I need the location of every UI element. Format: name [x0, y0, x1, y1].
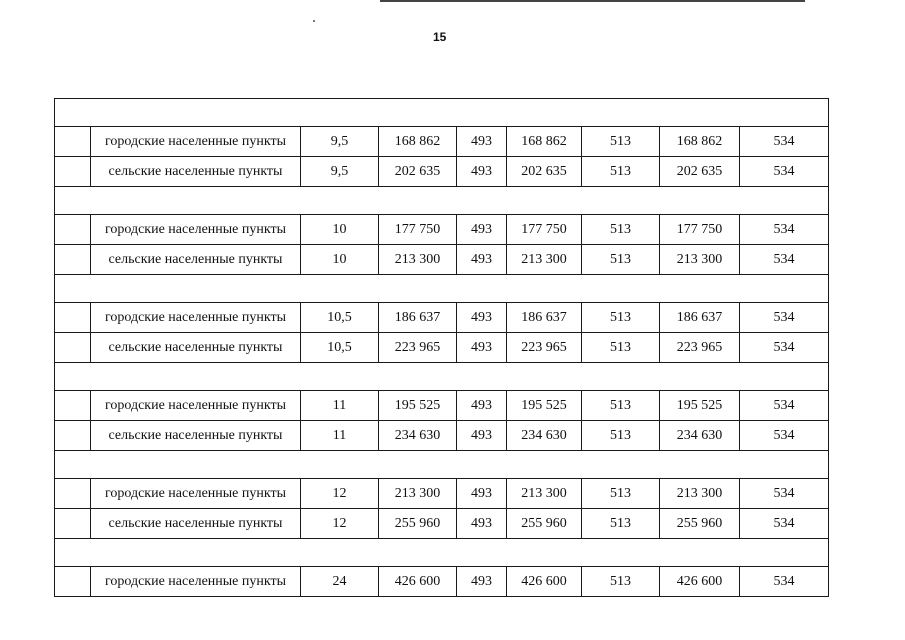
group-separator-row — [55, 99, 829, 127]
value-cell-v2: 426 600 — [507, 567, 582, 597]
table-row — [55, 421, 829, 451]
scan-speck — [313, 20, 315, 22]
group-separator-cell — [55, 539, 829, 567]
value-cell-n2: 513 — [582, 245, 660, 275]
value-cell-n1: 493 — [457, 245, 507, 275]
value-cell-n3: 534 — [740, 245, 829, 275]
value-cell-coef: 10 — [301, 215, 379, 245]
value-cell-n2: 513 — [582, 479, 660, 509]
value-cell-v3: 213 300 — [660, 479, 740, 509]
value-cell-v3: 177 750 — [660, 215, 740, 245]
value-cell-n2: 513 — [582, 157, 660, 187]
group-separator-row — [55, 275, 829, 303]
value-cell-n2: 513 — [582, 215, 660, 245]
value-cell-v1: 202 635 — [379, 157, 457, 187]
table-row — [55, 303, 829, 333]
page-number: 15 — [433, 30, 447, 44]
value-cell-n2: 513 — [582, 509, 660, 539]
value-cell-coef: 10,5 — [301, 303, 379, 333]
value-cell-v1: 234 630 — [379, 421, 457, 451]
value-cell-n2: 513 — [582, 567, 660, 597]
group-separator-row — [55, 451, 829, 479]
value-cell-n1: 493 — [457, 567, 507, 597]
group-separator-cell — [55, 99, 829, 127]
value-cell-n3: 534 — [740, 391, 829, 421]
group-separator-row — [55, 363, 829, 391]
row-number-cell — [55, 391, 91, 421]
settlement-type-cell: городские населенные пункты — [91, 567, 301, 597]
row-number-cell — [55, 303, 91, 333]
value-cell-n2: 513 — [582, 127, 660, 157]
value-cell-n1: 493 — [457, 215, 507, 245]
value-cell-n2: 513 — [582, 391, 660, 421]
settlement-type-cell: сельские населенные пункты — [91, 333, 301, 363]
value-cell-v3: 234 630 — [660, 421, 740, 451]
group-separator-cell — [55, 187, 829, 215]
value-cell-v1: 186 637 — [379, 303, 457, 333]
value-cell-v3: 186 637 — [660, 303, 740, 333]
value-cell-coef: 9,5 — [301, 157, 379, 187]
group-separator-row — [55, 187, 829, 215]
table-row — [55, 509, 829, 539]
value-cell-v2: 234 630 — [507, 421, 582, 451]
value-cell-n3: 534 — [740, 303, 829, 333]
value-cell-coef: 11 — [301, 421, 379, 451]
settlement-type-cell: сельские населенные пункты — [91, 421, 301, 451]
group-separator-cell — [55, 363, 829, 391]
value-cell-v1: 213 300 — [379, 479, 457, 509]
value-cell-v1: 168 862 — [379, 127, 457, 157]
value-cell-n1: 493 — [457, 391, 507, 421]
value-cell-v2: 223 965 — [507, 333, 582, 363]
value-cell-v1: 195 525 — [379, 391, 457, 421]
value-cell-n1: 493 — [457, 509, 507, 539]
table-row — [55, 127, 829, 157]
value-cell-n1: 493 — [457, 303, 507, 333]
value-cell-v1: 223 965 — [379, 333, 457, 363]
value-cell-v3: 213 300 — [660, 245, 740, 275]
value-cell-v2: 177 750 — [507, 215, 582, 245]
value-cell-v1: 426 600 — [379, 567, 457, 597]
value-cell-n3: 534 — [740, 421, 829, 451]
table-row — [55, 333, 829, 363]
value-cell-n1: 493 — [457, 479, 507, 509]
value-cell-v1: 255 960 — [379, 509, 457, 539]
value-cell-v3: 223 965 — [660, 333, 740, 363]
value-cell-coef: 12 — [301, 509, 379, 539]
table-row — [55, 479, 829, 509]
value-cell-n2: 513 — [582, 421, 660, 451]
value-cell-n1: 493 — [457, 421, 507, 451]
value-cell-coef: 11 — [301, 391, 379, 421]
group-separator-cell — [55, 451, 829, 479]
value-cell-coef: 9,5 — [301, 127, 379, 157]
value-cell-v3: 255 960 — [660, 509, 740, 539]
value-cell-v2: 168 862 — [507, 127, 582, 157]
settlement-type-cell: сельские населенные пункты — [91, 157, 301, 187]
value-cell-v3: 426 600 — [660, 567, 740, 597]
tariff-table — [54, 98, 829, 597]
row-number-cell — [55, 245, 91, 275]
settlement-type-cell: сельские населенные пункты — [91, 245, 301, 275]
value-cell-n3: 534 — [740, 479, 829, 509]
group-separator-cell — [55, 275, 829, 303]
value-cell-v2: 213 300 — [507, 245, 582, 275]
value-cell-n2: 513 — [582, 333, 660, 363]
value-cell-n3: 534 — [740, 157, 829, 187]
table-row — [55, 391, 829, 421]
value-cell-coef: 24 — [301, 567, 379, 597]
value-cell-v1: 213 300 — [379, 245, 457, 275]
value-cell-v1: 177 750 — [379, 215, 457, 245]
settlement-type-cell: городские населенные пункты — [91, 303, 301, 333]
table-row — [55, 215, 829, 245]
settlement-type-cell: сельские населенные пункты — [91, 509, 301, 539]
table-row — [55, 567, 829, 597]
value-cell-n2: 513 — [582, 303, 660, 333]
row-number-cell — [55, 567, 91, 597]
value-cell-n1: 493 — [457, 333, 507, 363]
row-number-cell — [55, 157, 91, 187]
value-cell-n1: 493 — [457, 157, 507, 187]
table-row — [55, 157, 829, 187]
value-cell-coef: 10 — [301, 245, 379, 275]
value-cell-v3: 168 862 — [660, 127, 740, 157]
settlement-type-cell: городские населенные пункты — [91, 479, 301, 509]
row-number-cell — [55, 215, 91, 245]
value-cell-v2: 213 300 — [507, 479, 582, 509]
value-cell-v2: 202 635 — [507, 157, 582, 187]
table-body — [55, 99, 829, 597]
value-cell-n3: 534 — [740, 567, 829, 597]
value-cell-n3: 534 — [740, 333, 829, 363]
value-cell-n3: 534 — [740, 215, 829, 245]
value-cell-v2: 255 960 — [507, 509, 582, 539]
row-number-cell — [55, 333, 91, 363]
row-number-cell — [55, 127, 91, 157]
scan-top-edge-line — [380, 0, 805, 2]
row-number-cell — [55, 479, 91, 509]
value-cell-v2: 186 637 — [507, 303, 582, 333]
value-cell-n3: 534 — [740, 509, 829, 539]
settlement-type-cell: городские населенные пункты — [91, 215, 301, 245]
value-cell-n1: 493 — [457, 127, 507, 157]
settlement-type-cell: городские населенные пункты — [91, 391, 301, 421]
value-cell-v3: 202 635 — [660, 157, 740, 187]
value-cell-v2: 195 525 — [507, 391, 582, 421]
row-number-cell — [55, 421, 91, 451]
settlement-type-cell: городские населенные пункты — [91, 127, 301, 157]
row-number-cell — [55, 509, 91, 539]
table-row — [55, 245, 829, 275]
value-cell-v3: 195 525 — [660, 391, 740, 421]
value-cell-coef: 10,5 — [301, 333, 379, 363]
value-cell-n3: 534 — [740, 127, 829, 157]
value-cell-coef: 12 — [301, 479, 379, 509]
group-separator-row — [55, 539, 829, 567]
